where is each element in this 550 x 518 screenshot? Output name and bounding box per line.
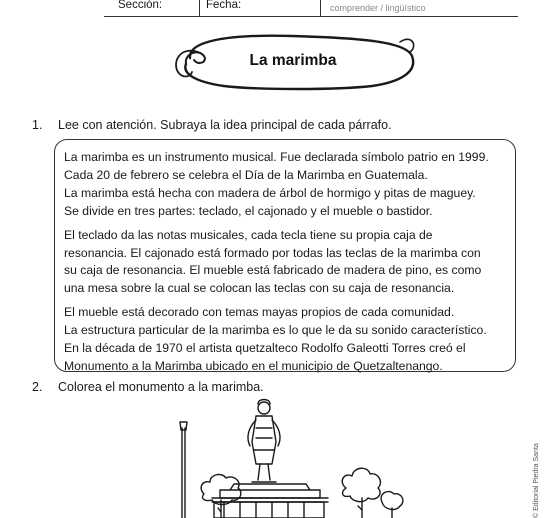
instruction-number: 1. — [32, 118, 43, 132]
lamp-post-drawing — [180, 422, 187, 518]
tree-right-drawing — [342, 468, 403, 518]
text-line: resonancia. El cajonado está formado por todas las teclas de la marimba con — [64, 245, 481, 260]
header-divider — [320, 0, 321, 17]
paragraph-1 — [64, 149, 507, 221]
seccion-label: Sección: — [118, 0, 163, 11]
instruction-text: Lee con atención. Subraya la idea principal de cada párrafo. — [58, 118, 392, 132]
text-line: Monumento a la Marimba ubicado en el municipio de Quetzaltenango. — [64, 358, 443, 373]
text-line: Se divide en tres partes: teclado, el cajonado y el mueble o bastidor. — [64, 203, 433, 218]
instruction-1 — [32, 118, 392, 132]
instruction-text: Colorea el monumento a la marimba. — [58, 380, 264, 394]
paragraph-2 — [64, 227, 507, 299]
text-line: El teclado da las notas musicales, cada tecla tiene su propia caja de — [64, 227, 433, 242]
credit-text: © Editorial Piedra Santa — [533, 443, 540, 518]
fecha-label: Fecha: — [206, 0, 242, 11]
publisher-credit — [533, 443, 545, 518]
header-divider — [199, 0, 200, 17]
text-line: su caja de resonancia. El mueble está fabricado de madera de pino, es como — [64, 263, 482, 278]
skills-label: comprender / lingüístico — [330, 3, 426, 13]
reading-text-box — [54, 139, 516, 372]
instruction-number: 2. — [32, 380, 43, 394]
text-line: En la década de 1970 el artista quetzalteco Rodolfo Galeotti Torres creó el — [64, 341, 466, 356]
tree-left-drawing — [201, 475, 241, 518]
title-banner — [168, 28, 418, 96]
text-line: La marimba está hecha con madera de árbol de hormigo y pitas de maguey. — [64, 185, 476, 200]
marimba-monument-drawing — [100, 398, 520, 518]
text-line: Cada 20 de febrero se celebra el Día de la Marimba en Guatemala. — [64, 167, 428, 182]
instruction-2 — [32, 380, 264, 394]
statue-figure-drawing — [248, 400, 280, 483]
marimba-pedestal-drawing — [212, 484, 328, 518]
text-line: El mueble está decorado con temas mayas propios de cada comunidad. — [64, 305, 455, 320]
header-table — [104, 0, 518, 17]
text-line: La estructura particular de la marimba es lo que le da su sonido característico. — [64, 323, 487, 338]
text-line: una mesa sobre la cual se colocan las teclas con su caja de resonancia. — [64, 281, 455, 296]
paragraph-3 — [64, 304, 507, 376]
page-title: La marimba — [249, 52, 337, 69]
text-line: La marimba es un instrumento musical. Fue declarada símbolo patrio en 1999. — [64, 150, 489, 164]
